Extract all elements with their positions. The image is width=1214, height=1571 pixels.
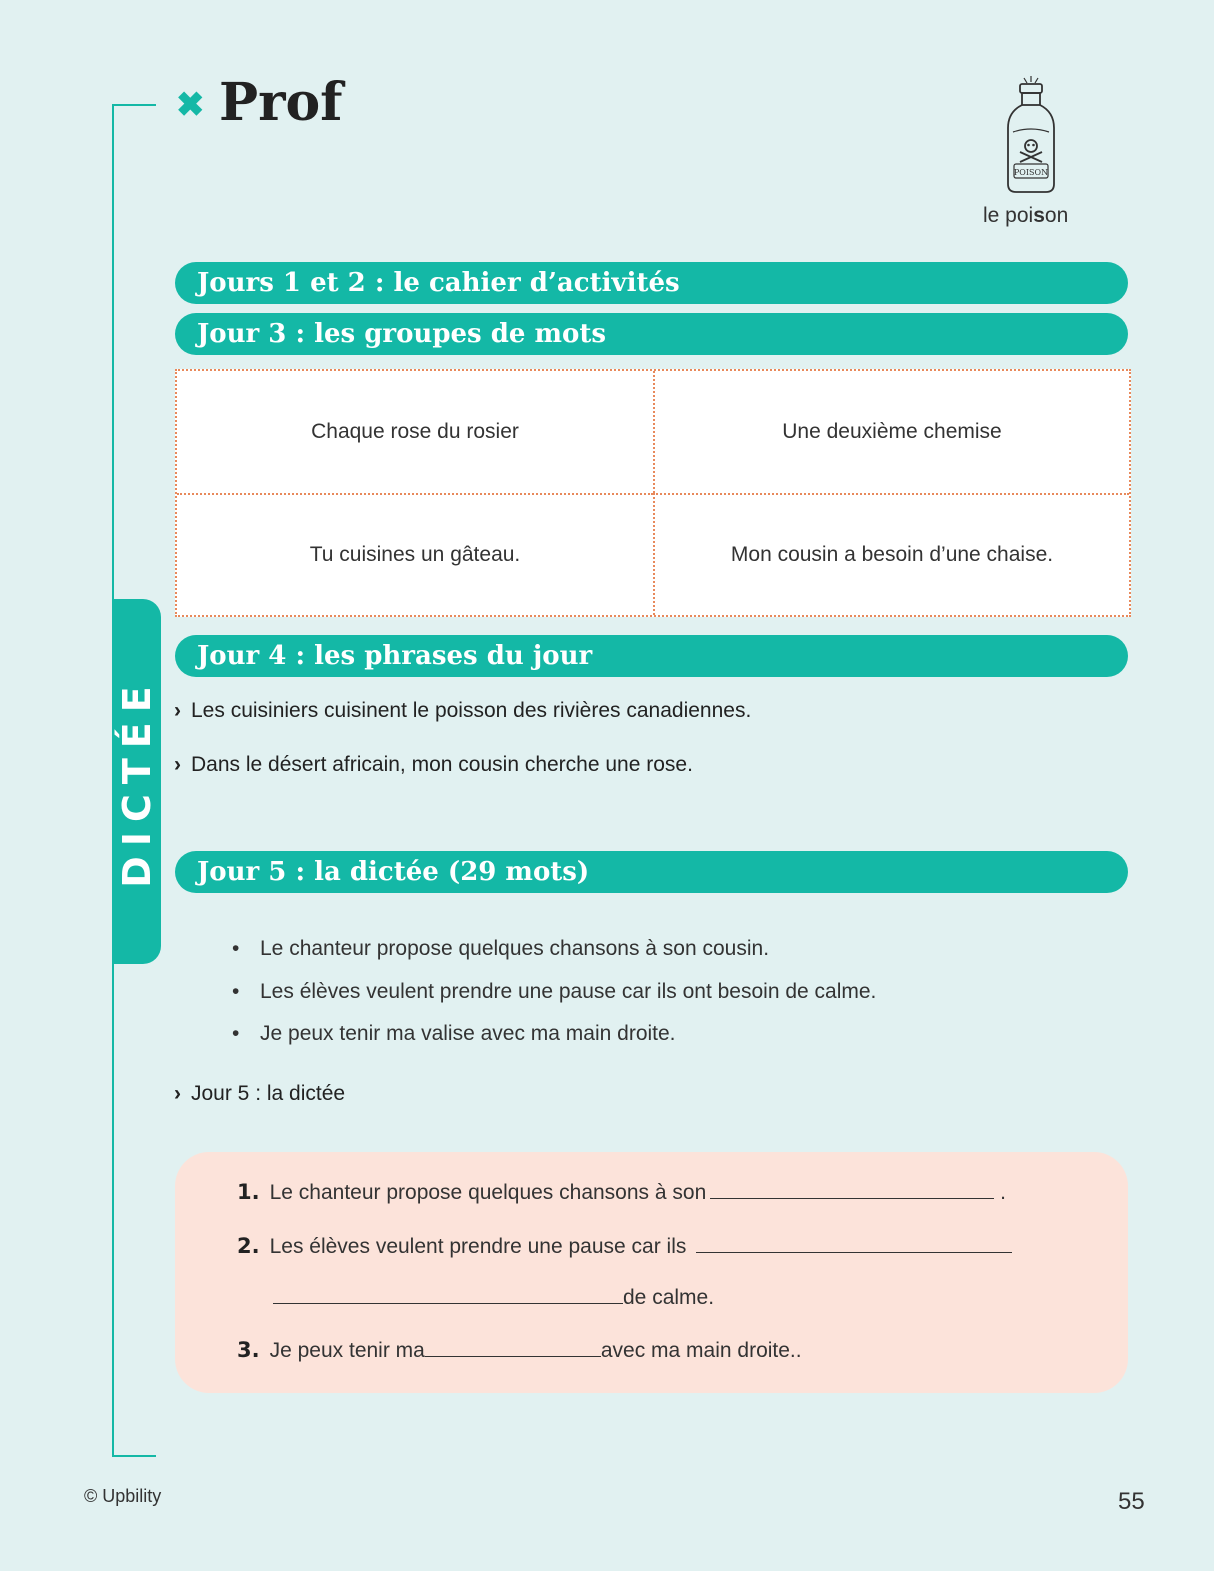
phrase-text: Dans le désert africain, mon cousin cherche une rose.	[191, 753, 693, 776]
section-jour-4: Jour 4 : les phrases du jour	[175, 635, 1128, 677]
fill-blank[interactable]	[425, 1338, 601, 1357]
dictee-text: Je peux tenir ma valise avec ma main droite.	[260, 1022, 676, 1045]
side-tab-label: DICTÉE	[114, 675, 159, 888]
caption-part: on	[1044, 204, 1069, 227]
item-number: 2.	[237, 1234, 260, 1258]
word-group-cell: Chaque rose du rosier	[311, 420, 519, 443]
copyright: © Upbility	[84, 1486, 162, 1506]
caption-bold-part: s	[1033, 204, 1045, 227]
fill-blank[interactable]	[273, 1285, 623, 1304]
image-caption	[983, 204, 1068, 228]
item-text: Le chanteur propose quelques chansons à son	[269, 1181, 707, 1204]
section-jour-5: Jour 5 : la dictée (29 mots)	[175, 851, 1128, 893]
frame-top-line	[112, 104, 156, 106]
exercise-item-2	[237, 1234, 1012, 1259]
exercise-item-1	[237, 1180, 1006, 1205]
dictee-subheading	[174, 1082, 345, 1106]
caption-part: le poi	[983, 204, 1034, 227]
dictee-sentence	[232, 1022, 676, 1046]
exercise-item-3	[237, 1338, 802, 1363]
item-number: 1.	[237, 1180, 260, 1204]
poison-bottle-icon	[1000, 72, 1062, 200]
side-tab	[112, 599, 161, 964]
bullet-dot-icon: •	[232, 937, 240, 960]
item-text: avec ma main droite..	[600, 1339, 802, 1362]
item-text: de calme.	[623, 1286, 715, 1309]
word-group-cell: Mon cousin a besoin d’une chaise.	[653, 493, 1129, 615]
page-number: 55	[1118, 1488, 1145, 1515]
phrase-text: Les cuisiniers cuisinent le poisson des rivières canadiennes.	[191, 699, 752, 722]
item-text: Les élèves veulent prendre une pause car ils	[269, 1235, 687, 1258]
dictee-text: Le chanteur propose quelques chansons à son cousin.	[260, 937, 770, 960]
bullet-dot-icon: •	[232, 1022, 240, 1045]
item-text: .	[994, 1181, 1006, 1204]
svg-text:POISON: POISON	[1013, 168, 1049, 177]
word-group-cell: Une deuxième chemise	[653, 371, 1129, 493]
exercise-item-2-continuation	[273, 1285, 714, 1310]
frame-bottom-line	[112, 1455, 156, 1457]
bullet-dot-icon: •	[232, 980, 240, 1003]
section-jours-1-2: Jours 1 et 2 : le cahier d’activités	[175, 262, 1128, 304]
chevron-right-icon: ›	[174, 753, 181, 776]
fill-blank[interactable]	[696, 1234, 1012, 1253]
dictee-sentence	[232, 937, 769, 961]
fill-blank[interactable]	[710, 1180, 994, 1199]
phrase-item	[174, 753, 693, 777]
close-x-icon: ✖	[176, 86, 205, 124]
phrase-item	[174, 699, 751, 723]
word-groups-grid	[175, 369, 1131, 617]
item-number: 3.	[237, 1338, 260, 1362]
chevron-right-icon: ›	[174, 1082, 181, 1105]
page-title: Prof	[219, 72, 343, 133]
dictee-text: Les élèves veulent prendre une pause car ils ont besoin de calme.	[260, 980, 877, 1003]
dictee-sentence	[232, 980, 876, 1004]
dictee-subheading-text: Jour 5 : la dictée	[191, 1082, 346, 1105]
chevron-right-icon: ›	[174, 699, 181, 722]
section-jour-3: Jour 3 : les groupes de mots	[175, 313, 1128, 355]
item-text: Je peux tenir ma	[269, 1339, 425, 1362]
word-group-cell: Tu cuisines un gâteau.	[177, 493, 653, 615]
